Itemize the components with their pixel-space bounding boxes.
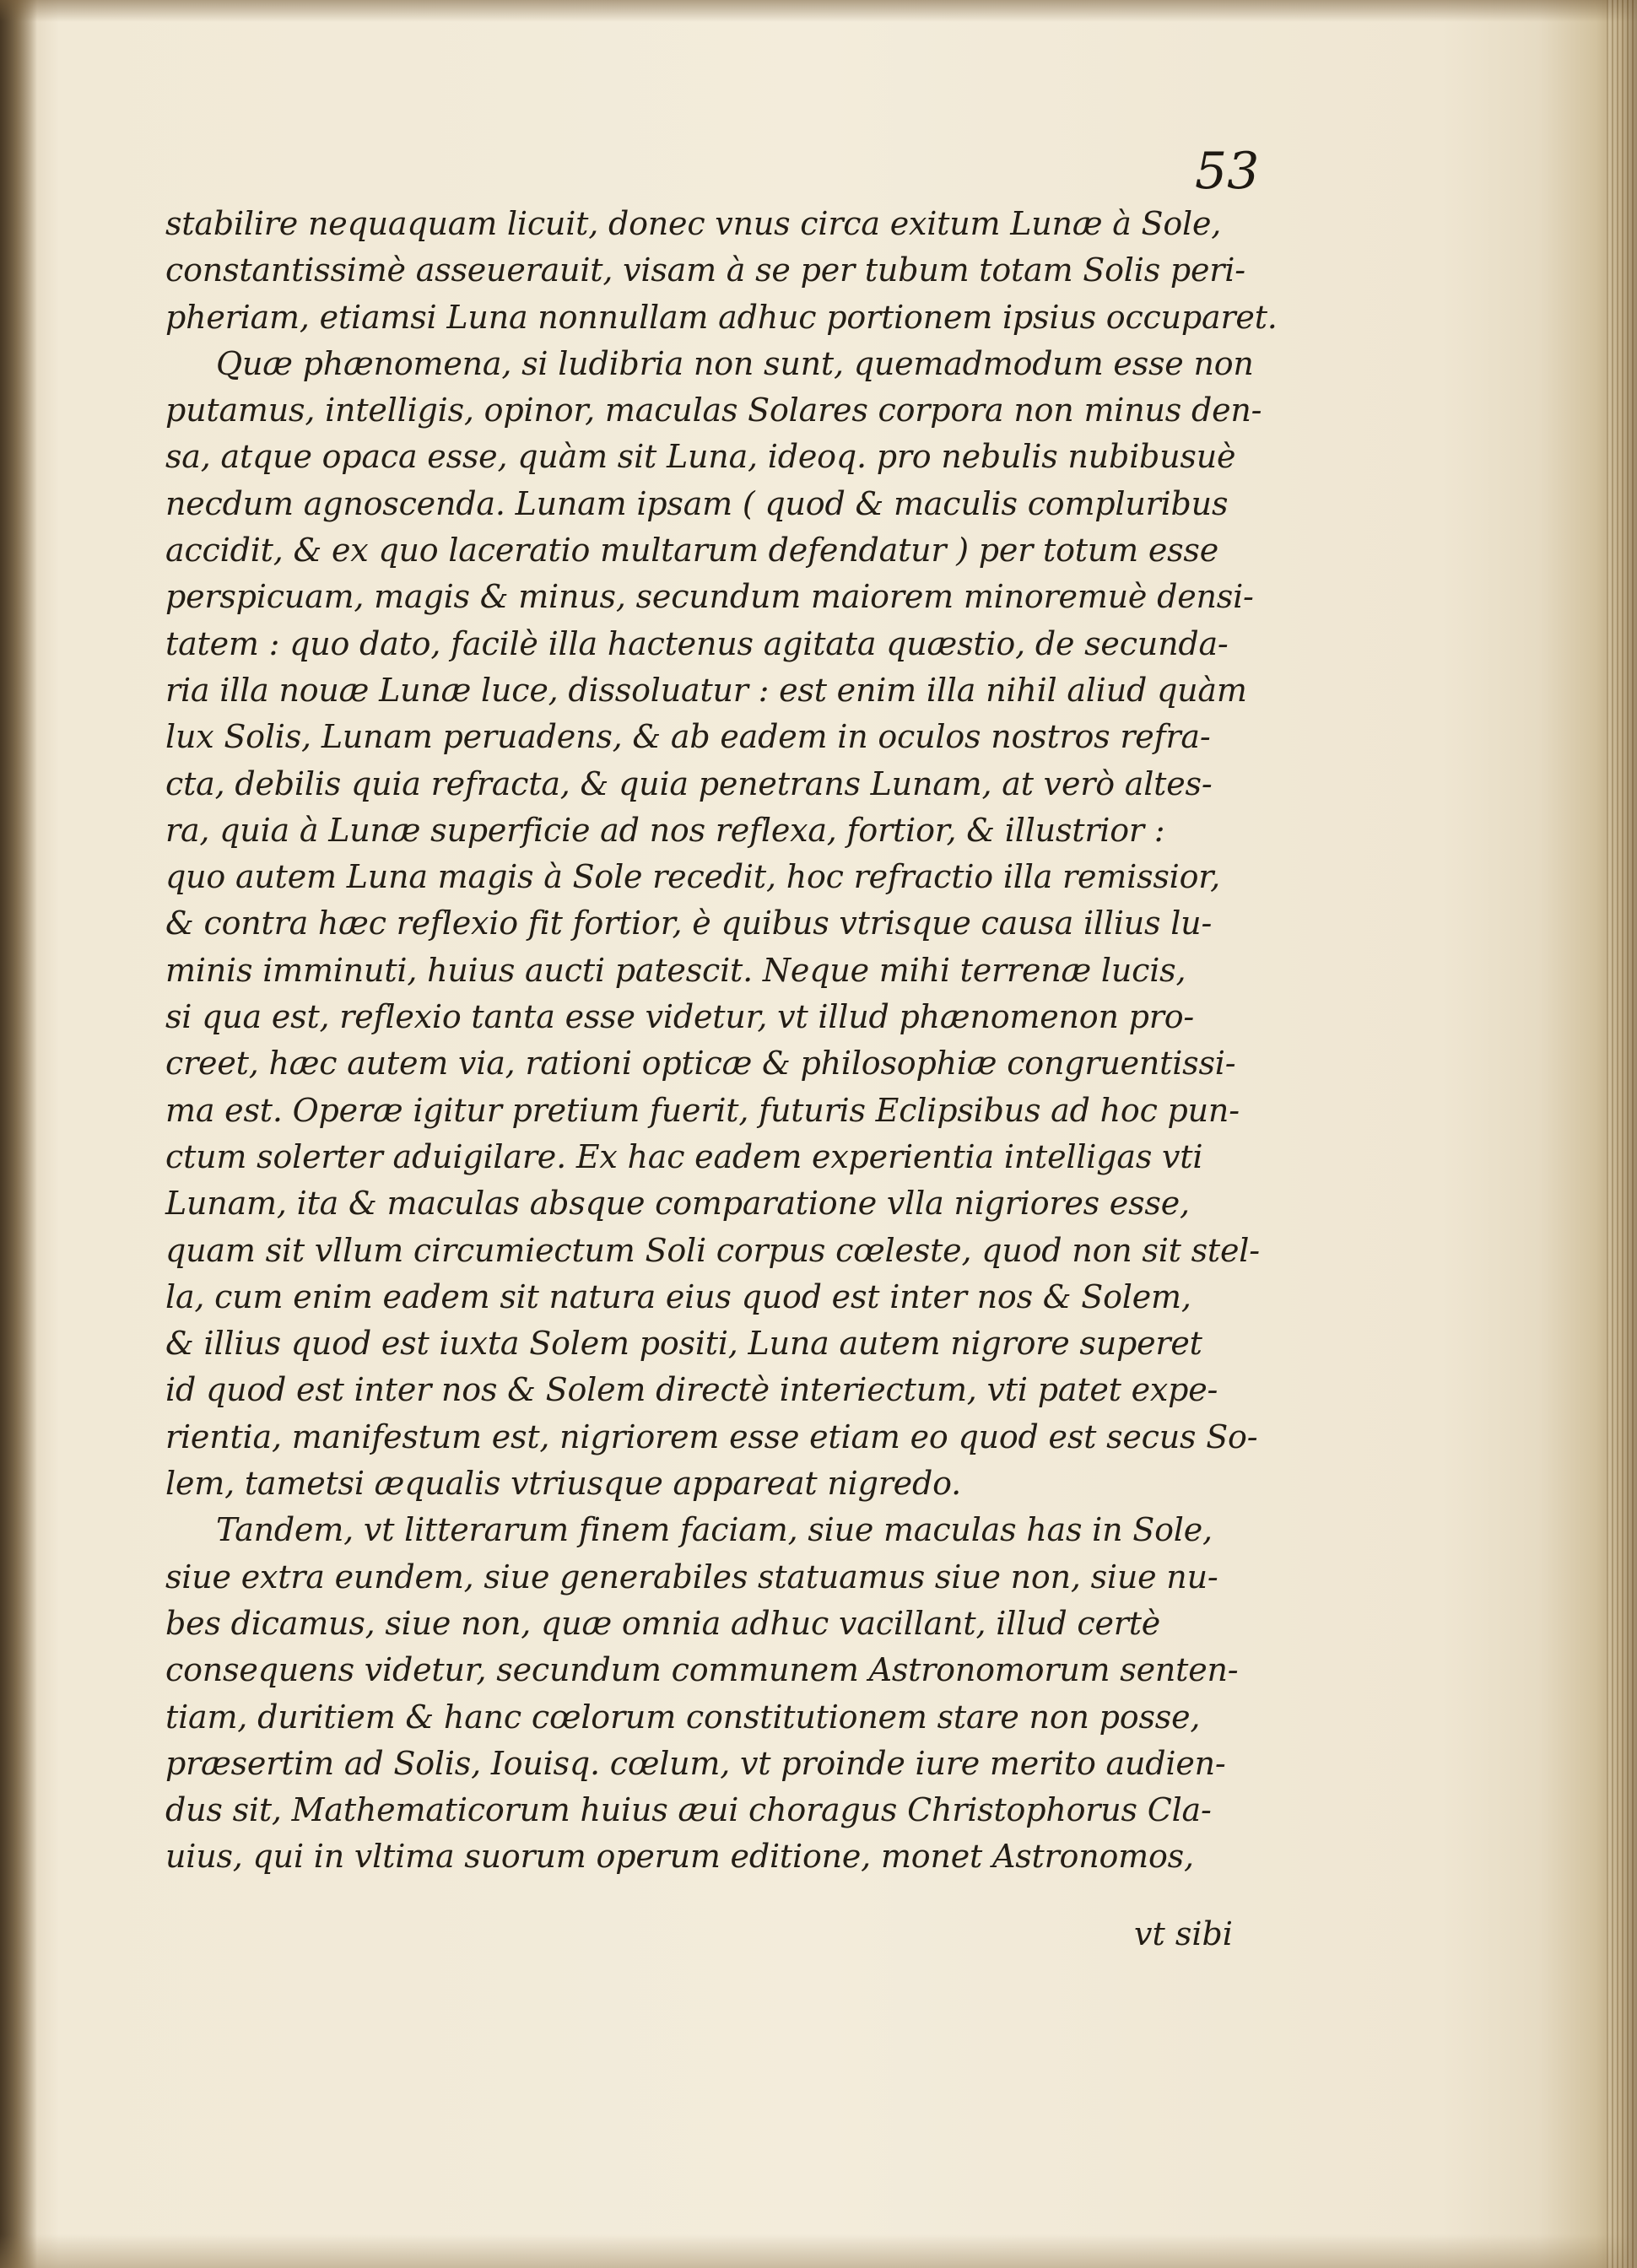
text-line: quo autem Luna magis à Sole recedit, hoc refractio illa remissior, — [165, 858, 1220, 896]
text-line: sa, atque opaca esse, quàm sit Luna, ideoq. pro nebulis nubibusuè — [165, 438, 1236, 476]
text-line: ctum solerter aduigilare. Ex hac eadem experientia intelligas vti — [165, 1137, 1203, 1175]
text-line: stabilire nequaquam licuit, donec vnus circa exitum Lunæ à Sole, — [165, 205, 1222, 242]
text-line: creet, hæc autem via, rationi opticæ & philosophiæ congruentissi- — [165, 1045, 1236, 1083]
text-line: minis imminuti, huius aucti patescit. Neque mihi terrenæ lucis, — [165, 951, 1186, 989]
text-line: bes dicamus, siue non, quæ omnia adhuc vacillant, illud certè — [165, 1604, 1161, 1642]
page-bottom-edge — [0, 2234, 1637, 2268]
text-line: Lunam, ita & maculas absque comparatione vlla nigriores esse, — [165, 1185, 1190, 1223]
text-line: lux Solis, Lunam peruadens, & ab eadem in oculos nostros refra- — [165, 718, 1211, 756]
page-number: 53 — [1195, 142, 1260, 201]
text-line: rientia, manifestum est, nigriorem esse etiam eo quod est secus So- — [165, 1418, 1258, 1455]
catchword: vt sibi — [1134, 1915, 1233, 1952]
text-line: pheriam, etiamsi Luna nonnullam adhuc portionem ipsius occuparet. — [165, 298, 1278, 336]
text-line: id quod est inter nos & Solem directè interiectum, vti patet expe- — [165, 1371, 1218, 1409]
text-line: ra, quia à Lunæ superficie ad nos reflexa, fortior, & illustrior : — [165, 811, 1165, 849]
text-line: perspicuam, magis & minus, secundum maiorem minoremuè densi- — [165, 578, 1254, 616]
text-line: dus sit, Mathematicorum huius æui choragus Christophorus Cla- — [165, 1791, 1212, 1829]
text-line: uius, qui in vltima suorum operum editione, monet Astronomos, — [165, 1838, 1194, 1876]
text-line: & illius quod est iuxta Solem positi, Luna autem nigrore superet — [165, 1325, 1202, 1363]
text-line: cta, debilis quia refracta, & quia penetrans Lunam, at verò altes- — [165, 764, 1213, 802]
text-line: putamus, intelligis, opinor, maculas Solares corpora non minus den- — [165, 392, 1262, 429]
text-line: præsertim ad Solis, Iouisq. cœlum, vt proinde iure merito audien- — [165, 1744, 1226, 1782]
page-top-edge — [0, 0, 1637, 22]
text-line: tiam, duritiem & hanc cœlorum constitutionem stare non posse, — [165, 1698, 1201, 1736]
text-line: quam sit vllum circumiectum Soli corpus cœleste, quod non sit stel- — [165, 1231, 1260, 1269]
spine-shadow — [0, 0, 37, 2268]
text-line: necdum agnoscenda. Lunam ipsam ( quod & maculis compluribus — [165, 484, 1229, 522]
text-line: accidit, & ex quo laceratio multarum defendatur ) per totum esse — [165, 532, 1219, 570]
text-line: constantissimè asseuerauit, visam à se per tubum totam Solis peri- — [165, 251, 1245, 289]
text-line: si qua est, reflexio tanta esse videtur, vt illud phænomenon pro- — [165, 998, 1195, 1036]
text-line: Quæ phænomena, si ludibria non sunt, quemadmodum esse non — [216, 344, 1254, 382]
text-line: consequens videtur, secundum communem Astronomorum senten- — [165, 1651, 1239, 1689]
body-text — [165, 201, 1296, 1881]
text-line: Tandem, vt litterarum finem faciam, siue maculas has in Sole, — [216, 1511, 1213, 1549]
text-line: ma est. Operæ igitur pretium fuerit, futuris Eclipsibus ad hoc pun- — [165, 1091, 1240, 1129]
text-line: la, cum enim eadem sit natura eius quod est inter nos & Solem, — [165, 1277, 1191, 1315]
text-line: & contra hæc reflexio fit fortior, è quibus vtrisque causa illius lu- — [165, 904, 1213, 942]
text-line: siue extra eundem, siue generabiles statuamus siue non, siue nu- — [165, 1558, 1218, 1596]
text-line: ria illa nouæ Lunæ luce, dissoluatur : est enim illa nihil aliud quàm — [165, 671, 1247, 709]
page-stack-edge — [1607, 0, 1637, 2268]
text-line: lem, tametsi æqualis vtriusque appareat nigredo. — [165, 1465, 961, 1503]
text-line: tatem : quo dato, facilè illa hactenus agitata quæstio, de secunda- — [165, 624, 1229, 662]
